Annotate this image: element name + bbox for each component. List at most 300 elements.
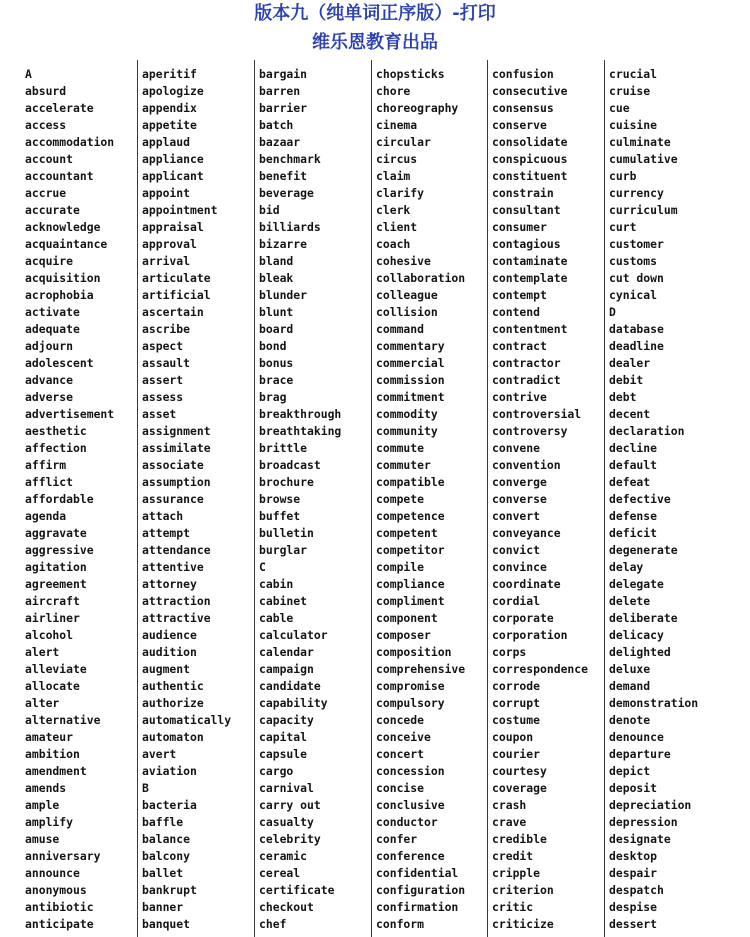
word-entry: bacteria: [142, 798, 197, 812]
word-entry: deficit: [609, 526, 658, 540]
word-entry: default: [609, 458, 658, 472]
word-entry: accountant: [25, 169, 94, 183]
word-entry: despise: [609, 900, 658, 914]
word-entry: brag: [259, 390, 287, 404]
word-entry: applicant: [142, 169, 204, 183]
word-entry: audition: [142, 645, 197, 659]
word-entry: commuter: [376, 458, 431, 472]
word-entry: adjourn: [25, 339, 74, 353]
word-entry: celebrity: [259, 832, 321, 846]
word-entry: composer: [376, 628, 431, 642]
word-column-5: [492, 66, 608, 933]
page-subtitle: 维乐恩教育出品: [312, 32, 438, 53]
word-column-3: [259, 66, 375, 933]
word-entry: defective: [609, 492, 671, 506]
word-entry: currency: [609, 186, 664, 200]
word-entry: controversy: [492, 424, 568, 438]
word-entry: appointment: [142, 203, 218, 217]
word-entry: antibiotic: [25, 900, 94, 914]
word-entry: barrier: [259, 101, 308, 115]
word-entry: curriculum: [609, 203, 678, 217]
word-entry: delay: [609, 560, 644, 574]
word-entry: costume: [492, 713, 541, 727]
word-entry: cereal: [259, 866, 301, 880]
word-entry: aggravate: [25, 526, 87, 540]
word-entry: affirm: [25, 458, 67, 472]
word-entry: capacity: [259, 713, 314, 727]
word-entry: dealer: [609, 356, 651, 370]
word-entry: accelerate: [25, 101, 94, 115]
word-entry: aperitif: [142, 67, 197, 81]
word-entry: appendix: [142, 101, 197, 115]
word-entry: contend: [492, 305, 541, 319]
word-entry: afflict: [25, 475, 74, 489]
word-entry: cargo: [259, 764, 294, 778]
word-entry: coupon: [492, 730, 534, 744]
word-entry: courier: [492, 747, 541, 761]
word-entry: convert: [492, 509, 541, 523]
word-entry: attach: [142, 509, 184, 523]
word-entry: amateur: [25, 730, 74, 744]
word-entry: competence: [376, 509, 445, 523]
word-entry: commitment: [376, 390, 445, 404]
word-entry: breathtaking: [259, 424, 342, 438]
word-entry: community: [376, 424, 438, 438]
word-entry: conserve: [492, 118, 547, 132]
word-entry: bankrupt: [142, 883, 197, 897]
word-entry: ascertain: [142, 305, 204, 319]
word-entry: applaud: [142, 135, 191, 149]
word-entry: comprehensive: [376, 662, 466, 676]
word-entry: affection: [25, 441, 87, 455]
word-entry: capital: [259, 730, 308, 744]
word-entry: contagious: [492, 237, 561, 251]
word-entry: clerk: [376, 203, 411, 217]
word-entry: compete: [376, 492, 425, 506]
word-entry: affordable: [25, 492, 94, 506]
word-entry: conference: [376, 849, 445, 863]
word-entry: cabinet: [259, 594, 308, 608]
word-entry: candidate: [259, 679, 321, 693]
word-entry: corporation: [492, 628, 568, 642]
word-entry: certificate: [259, 883, 335, 897]
word-entry: contradict: [492, 373, 561, 387]
word-entry: critic: [492, 900, 534, 914]
word-entry: commercial: [376, 356, 445, 370]
word-entry: claim: [376, 169, 411, 183]
word-entry: assurance: [142, 492, 204, 506]
word-entry: degenerate: [609, 543, 678, 557]
word-entry: anniversary: [25, 849, 101, 863]
word-entry: agenda: [25, 509, 67, 523]
column-divider: [487, 60, 488, 937]
word-entry: cut down: [609, 271, 664, 285]
word-entry: assault: [142, 356, 191, 370]
word-entry: assumption: [142, 475, 211, 489]
word-entry: concise: [376, 781, 425, 795]
word-entry: asset: [142, 407, 177, 421]
word-entry: client: [376, 220, 418, 234]
word-entry: appliance: [142, 152, 204, 166]
word-entry: absurd: [25, 84, 67, 98]
word-entry: cue: [609, 101, 630, 115]
word-entry: coverage: [492, 781, 547, 795]
word-entry: appetite: [142, 118, 197, 132]
word-entry: converse: [492, 492, 547, 506]
word-entry: browse: [259, 492, 301, 506]
word-entry: banquet: [142, 917, 191, 931]
word-entry: brace: [259, 373, 294, 387]
word-entry: despair: [609, 866, 658, 880]
word-entry: ballet: [142, 866, 184, 880]
word-entry: chef: [259, 917, 287, 931]
word-entry: compile: [376, 560, 425, 574]
word-entry: deadline: [609, 339, 664, 353]
word-entry: acquaintance: [25, 237, 108, 251]
word-entry: corrupt: [492, 696, 541, 710]
word-entry: debt: [609, 390, 637, 404]
word-entry: alleviate: [25, 662, 87, 676]
word-entry: correspondence: [492, 662, 589, 676]
word-entry: designate: [609, 832, 671, 846]
word-entry: ample: [25, 798, 60, 812]
word-entry: blunder: [259, 288, 308, 302]
word-entry: attempt: [142, 526, 191, 540]
word-entry: attentive: [142, 560, 204, 574]
word-entry: circus: [376, 152, 418, 166]
word-entry: composition: [376, 645, 452, 659]
word-entry: denote: [609, 713, 651, 727]
word-entry: consolidate: [492, 135, 568, 149]
word-entry: denounce: [609, 730, 664, 744]
word-entry: banner: [142, 900, 184, 914]
word-entry: corps: [492, 645, 527, 659]
column-divider: [604, 60, 605, 937]
word-entry: acquisition: [25, 271, 101, 285]
word-entry: bazaar: [259, 135, 301, 149]
word-entry: choreography: [376, 101, 459, 115]
word-entry: conspicuous: [492, 152, 568, 166]
word-entry: depict: [609, 764, 651, 778]
word-entry: depreciation: [609, 798, 692, 812]
word-entry: converge: [492, 475, 547, 489]
word-entry: assimilate: [142, 441, 211, 455]
word-entry: aspect: [142, 339, 184, 353]
word-entry: advance: [25, 373, 74, 387]
word-entry: convene: [492, 441, 541, 455]
word-entry: demonstration: [609, 696, 699, 710]
word-entry: cohesive: [376, 254, 431, 268]
word-entry: controversial: [492, 407, 582, 421]
word-entry: alternative: [25, 713, 101, 727]
word-entry: anticipate: [25, 917, 94, 931]
word-entry: account: [25, 152, 74, 166]
word-entry: broadcast: [259, 458, 321, 472]
word-column-2: [142, 66, 258, 933]
word-entry: crash: [492, 798, 527, 812]
word-entry: bulletin: [259, 526, 314, 540]
word-entry: agitation: [25, 560, 87, 574]
word-entry: benefit: [259, 169, 308, 183]
word-entry: departure: [609, 747, 671, 761]
word-entry: appraisal: [142, 220, 204, 234]
word-entry: compromise: [376, 679, 445, 693]
word-entry: delegate: [609, 577, 664, 591]
word-entry: apologize: [142, 84, 204, 98]
word-entry: cruise: [609, 84, 651, 98]
word-entry: acknowledge: [25, 220, 101, 234]
word-column-1: [25, 66, 141, 933]
word-entry: decline: [609, 441, 658, 455]
word-entry: convict: [492, 543, 541, 557]
word-entry: barren: [259, 84, 301, 98]
word-entry: audience: [142, 628, 197, 642]
word-entry: campaign: [259, 662, 314, 676]
word-entry: amends: [25, 781, 67, 795]
word-entry: debit: [609, 373, 644, 387]
word-entry: consecutive: [492, 84, 568, 98]
word-entry: artificial: [142, 288, 211, 302]
word-entry: automatically: [142, 713, 232, 727]
word-entry: accrue: [25, 186, 67, 200]
word-entry: courtesy: [492, 764, 547, 778]
word-entry: authorize: [142, 696, 204, 710]
word-entry: competitor: [376, 543, 445, 557]
word-entry: checkout: [259, 900, 314, 914]
word-entry: confirmation: [376, 900, 459, 914]
word-entry: dessert: [609, 917, 658, 931]
word-entry: A: [25, 67, 32, 81]
word-entry: alter: [25, 696, 60, 710]
word-entry: balcony: [142, 849, 191, 863]
word-entry: commentary: [376, 339, 445, 353]
column-divider: [371, 60, 372, 937]
word-entry: corrode: [492, 679, 541, 693]
word-entry: billiards: [259, 220, 321, 234]
word-entry: allocate: [25, 679, 80, 693]
word-entry: cuisine: [609, 118, 658, 132]
word-entry: clarify: [376, 186, 425, 200]
word-entry: conductor: [376, 815, 438, 829]
word-entry: benchmark: [259, 152, 321, 166]
word-entry: delicacy: [609, 628, 664, 642]
word-entry: adverse: [25, 390, 74, 404]
word-entry: bond: [259, 339, 287, 353]
word-entry: desktop: [609, 849, 658, 863]
word-entry: criterion: [492, 883, 554, 897]
word-entry: baffle: [142, 815, 184, 829]
word-entry: contrive: [492, 390, 547, 404]
word-entry: curb: [609, 169, 637, 183]
word-entry: cinema: [376, 118, 418, 132]
word-entry: casualty: [259, 815, 314, 829]
word-entry: bid: [259, 203, 280, 217]
word-entry: commodity: [376, 407, 438, 421]
word-entry: configuration: [376, 883, 466, 897]
word-entry: aircraft: [25, 594, 80, 608]
word-entry: bizarre: [259, 237, 308, 251]
word-entry: compliance: [376, 577, 445, 591]
word-entry: crave: [492, 815, 527, 829]
word-entry: advertisement: [25, 407, 115, 421]
word-entry: compulsory: [376, 696, 445, 710]
word-entry: cumulative: [609, 152, 678, 166]
word-entry: carnival: [259, 781, 314, 795]
word-entry: blunt: [259, 305, 294, 319]
word-entry: calculator: [259, 628, 328, 642]
word-entry: database: [609, 322, 664, 336]
word-entry: decent: [609, 407, 651, 421]
word-entry: defense: [609, 509, 658, 523]
word-entry: accommodation: [25, 135, 115, 149]
word-entry: amendment: [25, 764, 87, 778]
word-entry: circular: [376, 135, 431, 149]
word-entry: accurate: [25, 203, 80, 217]
column-divider: [137, 60, 138, 937]
word-entry: component: [376, 611, 438, 625]
word-entry: convince: [492, 560, 547, 574]
word-entry: anonymous: [25, 883, 87, 897]
word-entry: aviation: [142, 764, 197, 778]
word-entry: authentic: [142, 679, 204, 693]
word-entry: ambition: [25, 747, 80, 761]
word-entry: depression: [609, 815, 678, 829]
word-entry: bland: [259, 254, 294, 268]
word-entry: attendance: [142, 543, 211, 557]
word-entry: ascribe: [142, 322, 191, 336]
word-entry: credible: [492, 832, 547, 846]
word-entry: articulate: [142, 271, 211, 285]
word-entry: batch: [259, 118, 294, 132]
word-entry: bargain: [259, 67, 308, 81]
word-entry: alert: [25, 645, 60, 659]
word-entry: airliner: [25, 611, 80, 625]
word-entry: attraction: [142, 594, 211, 608]
word-entry: competent: [376, 526, 438, 540]
word-entry: confer: [376, 832, 418, 846]
word-entry: coach: [376, 237, 411, 251]
word-entry: confusion: [492, 67, 554, 81]
word-entry: cable: [259, 611, 294, 625]
word-entry: buffet: [259, 509, 301, 523]
word-entry: carry out: [259, 798, 321, 812]
word-entry: contentment: [492, 322, 568, 336]
word-entry: associate: [142, 458, 204, 472]
word-entry: cordial: [492, 594, 541, 608]
word-entry: contaminate: [492, 254, 568, 268]
word-entry: customer: [609, 237, 664, 251]
word-entry: culminate: [609, 135, 671, 149]
word-entry: concession: [376, 764, 445, 778]
word-entry: bleak: [259, 271, 294, 285]
word-entry: adolescent: [25, 356, 94, 370]
word-column-4: [376, 66, 492, 933]
word-entry: colleague: [376, 288, 438, 302]
word-entry: conform: [376, 917, 425, 931]
word-entry: access: [25, 118, 67, 132]
word-entry: assignment: [142, 424, 211, 438]
word-entry: despatch: [609, 883, 664, 897]
word-entry: deliberate: [609, 611, 678, 625]
word-entry: automaton: [142, 730, 204, 744]
word-entry: cripple: [492, 866, 541, 880]
word-entry: acrophobia: [25, 288, 94, 302]
word-entry: chore: [376, 84, 411, 98]
word-entry: assess: [142, 390, 184, 404]
word-entry: delete: [609, 594, 651, 608]
word-entry: acquire: [25, 254, 74, 268]
word-entry: amplify: [25, 815, 74, 829]
word-entry: arrival: [142, 254, 191, 268]
word-entry: brochure: [259, 475, 314, 489]
word-entry: cynical: [609, 288, 658, 302]
word-entry: attorney: [142, 577, 197, 591]
word-entry: appoint: [142, 186, 191, 200]
word-entry: assert: [142, 373, 184, 387]
word-entry: coordinate: [492, 577, 561, 591]
word-entry: alcohol: [25, 628, 74, 642]
word-entry: conclusive: [376, 798, 445, 812]
word-entry: constituent: [492, 169, 568, 183]
word-entry: calendar: [259, 645, 314, 659]
word-entry: brittle: [259, 441, 308, 455]
word-entry: contract: [492, 339, 547, 353]
word-entry: convention: [492, 458, 561, 472]
word-column-6: [609, 66, 725, 933]
word-entry: attractive: [142, 611, 211, 625]
word-entry: augment: [142, 662, 191, 676]
word-entry: constrain: [492, 186, 554, 200]
word-entry: criticize: [492, 917, 554, 931]
word-entry: compatible: [376, 475, 445, 489]
word-entry: consensus: [492, 101, 554, 115]
word-entry: aggressive: [25, 543, 94, 557]
word-entry: balance: [142, 832, 191, 846]
word-entry: burglar: [259, 543, 308, 557]
word-entry: credit: [492, 849, 534, 863]
word-entry: concert: [376, 747, 425, 761]
word-entry: corporate: [492, 611, 554, 625]
word-entry: cabin: [259, 577, 294, 591]
word-entry: defeat: [609, 475, 651, 489]
word-entry: demand: [609, 679, 651, 693]
word-entry: beverage: [259, 186, 314, 200]
word-entry: activate: [25, 305, 80, 319]
word-entry: contempt: [492, 288, 547, 302]
word-entry: deposit: [609, 781, 658, 795]
word-entry: contemplate: [492, 271, 568, 285]
word-entry: breakthrough: [259, 407, 342, 421]
word-entry: amuse: [25, 832, 60, 846]
column-divider: [254, 60, 255, 937]
word-entry: bonus: [259, 356, 294, 370]
word-entry: collision: [376, 305, 438, 319]
word-entry: compliment: [376, 594, 445, 608]
word-entry: commission: [376, 373, 445, 387]
word-entry: declaration: [609, 424, 685, 438]
word-entry: command: [376, 322, 425, 336]
word-entry: approval: [142, 237, 197, 251]
word-entry: chopsticks: [376, 67, 445, 81]
word-entry: conceive: [376, 730, 431, 744]
word-columns: [0, 60, 750, 937]
word-entry: customs: [609, 254, 658, 268]
word-entry: delighted: [609, 645, 671, 659]
word-entry: announce: [25, 866, 80, 880]
page-title: 版本九（纯单词正序版）-打印: [254, 3, 496, 24]
word-entry: consumer: [492, 220, 547, 234]
word-entry: capability: [259, 696, 328, 710]
